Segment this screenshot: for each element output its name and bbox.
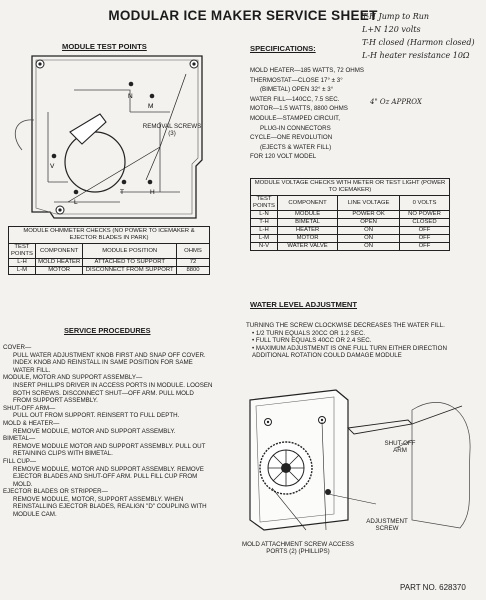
- table-row: [9, 259, 210, 267]
- voltage-table-caption: MODULE VOLTAGE CHECKS WITH METER OR TEST LIGHT (POWER TO ICEMAKER): [250, 178, 450, 195]
- adjustment-screw-label: ADJUSTMENT SCREW: [366, 518, 408, 533]
- procedure-body: REMOVE MODULE MOTOR AND SUPPORT ASSEMBLY. PULL OUT RETAINING CLIPS WITH BIMETAL.: [13, 442, 206, 458]
- table-cell: L-M: [9, 267, 36, 275]
- page-title: MODULAR ICE MAKER SERVICE SHEET: [108, 8, 378, 23]
- label-v: V: [50, 163, 55, 170]
- shut-off-arm-label: SHUT-OFF ARM: [384, 440, 416, 455]
- service-procedures-list: [3, 344, 213, 519]
- procedure-item: [3, 374, 213, 404]
- test-point-l-icon: [74, 190, 79, 195]
- table-cell: ON: [338, 227, 400, 235]
- bullet-text: MAXIMUM ADJUSTMENT IS ONE FULL TURN EITHER DIRECTION ADDITIONAL ROTATION COULD DAMAGE MODULE: [252, 344, 447, 360]
- screw-icon: [190, 60, 198, 68]
- spec-line: PLUG-IN CONNECTORS: [260, 124, 331, 132]
- spec-line: MOTOR—1.5 WATTS, 8800 OHMS: [250, 105, 348, 113]
- spec-line: THERMOSTAT—CLOSE 17° ± 3°: [250, 76, 343, 84]
- removal-screws-label: REMOVAL SCREWS (3): [142, 123, 202, 138]
- test-point-n-icon: [129, 82, 134, 87]
- spec-line: (EJECTS & WATER FILL): [260, 143, 332, 151]
- procedure-body: REMOVE MODULE, MOTOR AND SUPPORT ASSEMBLY.: [13, 427, 176, 435]
- table-cell: MOTOR: [35, 267, 83, 275]
- table-cell: N-V: [251, 243, 278, 251]
- table-row: [251, 235, 450, 243]
- bullet-item: • FULL TURN EQUALS 40CC OR 2.4 SEC.: [252, 337, 372, 345]
- procedure-title: BIMETAL—: [3, 435, 36, 443]
- ohmmeter-table: [8, 243, 210, 275]
- procedure-title: MODULE, MOTOR AND SUPPORT ASSEMBLY—: [3, 374, 143, 382]
- table-cell: DISCONNECT FROM SUPPORT: [83, 267, 177, 275]
- table-row: [251, 211, 450, 219]
- table-cell: MODULE: [278, 211, 338, 219]
- procedure-item: [3, 344, 213, 374]
- column-header: TEST POINTS: [9, 244, 36, 259]
- procedure-body: PULL OUT FROM SUPPORT. REINSERT TO FULL DEPTH.: [13, 412, 180, 420]
- table-cell: OPEN: [338, 219, 400, 227]
- table-cell: T-H: [251, 219, 278, 227]
- column-header: OHMS: [177, 244, 210, 259]
- procedure-item: [3, 458, 213, 488]
- table-cell: L-N: [251, 211, 278, 219]
- procedure-title: COVER—: [3, 344, 32, 351]
- bullet-item: • 1/2 TURN EQUALS 20CC OR 1.2 SEC.: [252, 329, 366, 337]
- table-header-row: [251, 196, 450, 211]
- service-procedures-heading: SERVICE PROCEDURES: [64, 326, 151, 335]
- handwritten-note: T-H closed (Harmon closed): [362, 38, 475, 47]
- table-cell: OFF: [399, 227, 449, 235]
- table-row: [9, 267, 210, 275]
- label-n: N: [128, 93, 133, 100]
- table-cell: 72: [177, 259, 210, 267]
- column-header: COMPONENT: [35, 244, 83, 259]
- handwritten-notes: [362, 10, 486, 62]
- table-cell: POWER OK: [338, 211, 400, 219]
- ice-maker-assembly-diagram: [236, 380, 486, 560]
- column-header: TEST POINTS: [251, 196, 278, 211]
- screw-icon: [36, 60, 44, 68]
- table-cell: MOLD HEATER: [35, 259, 83, 267]
- table-cell: L-H: [251, 227, 278, 235]
- table-cell: CLOSED: [399, 219, 449, 227]
- handwritten-margin-note: 4" Oz APPROX: [370, 98, 422, 106]
- procedure-title: FILL CUP—: [3, 457, 37, 465]
- handwritten-note: T-H Jump to Run: [362, 12, 430, 21]
- table-cell: L-M: [251, 235, 278, 243]
- column-header: 0 VOLTS: [399, 196, 449, 211]
- voltage-table: [250, 195, 450, 251]
- test-point-m-icon: [150, 94, 155, 99]
- screw-icon: [265, 419, 272, 426]
- procedure-item: [3, 420, 213, 435]
- table-row: [251, 227, 450, 235]
- test-point-h-icon: [148, 180, 153, 185]
- label-m: M: [148, 103, 154, 110]
- test-point-t-icon: [122, 180, 127, 185]
- part-number: PART NO. 628370: [400, 583, 466, 592]
- procedure-body: PULL WATER ADJUSTMENT KNOB FIRST AND SNAP OFF COVER. INDEX KNOB AND REINSTALL IN SAME POSITION FOR SAME WATER FILL.: [13, 351, 206, 374]
- specifications-heading: SPECIFICATIONS:: [250, 44, 316, 53]
- table-row: [251, 219, 450, 227]
- handwritten-note: L-H heater resistance 10Ω: [362, 51, 470, 60]
- water-level-text: [246, 322, 456, 360]
- gear-icon: [260, 442, 312, 494]
- procedure-item: [3, 488, 213, 518]
- procedure-title: SHUT-OFF ARM—: [3, 404, 56, 412]
- screw-icon: [56, 206, 64, 214]
- ohmmeter-table-caption: MODULE OHMMETER CHECKS (NO POWER TO ICEMAKER & EJECTOR BLADES IN PARK): [8, 226, 210, 243]
- table-cell: MOTOR: [278, 235, 338, 243]
- table-cell: WATER VALVE: [278, 243, 338, 251]
- spec-line: WATER FILL—140CC, 7.5 SEC.: [250, 95, 340, 103]
- procedure-item: [3, 405, 213, 420]
- spec-line: MODULE—STAMPED CIRCUIT,: [250, 114, 340, 122]
- bullet-text: 1/2 TURN EQUALS 20CC OR 1.2 SEC.: [255, 329, 366, 337]
- table-cell: HEATER: [278, 227, 338, 235]
- spec-line: FOR 120 VOLT MODEL: [250, 153, 317, 161]
- table-cell: 8800: [177, 267, 210, 275]
- spec-line: CYCLE—ONE REVOLUTION: [250, 134, 333, 142]
- procedure-body: INSERT PHILLIPS DRIVER IN ACCESS PORTS IN MODULE. LOOSEN BOTH SCREWS. DISCONNECT SHUT—OFF ARM. PULL MOLD FROM SUPPORT ASSEMBLY.: [13, 381, 213, 405]
- procedure-item: [3, 435, 213, 458]
- procedure-title: EJECTOR BLADES OR STRIPPER—: [3, 488, 108, 496]
- module-test-points-heading: MODULE TEST POINTS: [62, 42, 147, 51]
- column-header: MODULE POSITION: [83, 244, 177, 259]
- label-l: L: [74, 199, 78, 206]
- label-t: T: [120, 189, 124, 196]
- table-cell: BIMETAL: [278, 219, 338, 227]
- table-cell: L-H: [9, 259, 36, 267]
- mold-attachment-label: MOLD ATTACHMENT SCREW ACCESS PORTS (2) (PHILLIPS): [241, 541, 355, 556]
- voltage-table-block: [250, 178, 450, 251]
- ohmmeter-table-block: [8, 226, 210, 275]
- table-cell: OFF: [399, 235, 449, 243]
- procedure-body: REMOVE MODULE, MOTOR, SUPPORT ASSEMBLY. WHEN REINSTALLING EJECTOR BLADES, REALIGN "D" COUPLING WITH MODULE CAM.: [13, 495, 207, 519]
- test-point-v-icon: [52, 154, 57, 159]
- water-level-heading: WATER LEVEL ADJUSTMENT: [250, 300, 358, 309]
- table-cell: ATTACHED TO SUPPORT: [83, 259, 177, 267]
- procedure-body: REMOVE MODULE, MOTOR AND SUPPORT ASSEMBLY. REMOVE EJECTOR BLADES AND SHUT-OFF ARM. PULL FILL CUP FROM MOLD.: [13, 465, 204, 488]
- table-cell: ON: [338, 243, 400, 251]
- column-header: LINE VOLTAGE: [338, 196, 400, 211]
- procedure-title: MOLD & HEATER—: [3, 419, 60, 427]
- bullet-text: FULL TURN EQUALS 40CC OR 2.4 SEC.: [255, 337, 372, 345]
- bullet-item: • MAXIMUM ADJUSTMENT IS ONE FULL TURN EITHER DIRECTION ADDITIONAL ROTATION COULD DAMAGE MODULE: [252, 344, 447, 360]
- spec-line: MOLD HEATER—185 WATTS, 72 OHMS: [250, 67, 365, 74]
- column-header: COMPONENT: [278, 196, 338, 211]
- table-cell: NO POWER: [399, 211, 449, 219]
- table-header-row: [9, 244, 210, 259]
- spec-line: (BIMETAL) OPEN 32° ± 3°: [260, 86, 334, 94]
- water-level-bullets: [246, 330, 456, 360]
- table-cell: OFF: [399, 243, 449, 251]
- table-row: [251, 243, 450, 251]
- label-h: H: [150, 189, 155, 196]
- handwritten-note: L+N 120 volts: [362, 25, 421, 34]
- water-level-intro: TURNING THE SCREW CLOCKWISE DECREASES THE WATER FILL.: [246, 322, 445, 329]
- table-cell: ON: [338, 235, 400, 243]
- specifications-list: [250, 66, 420, 162]
- module-diagram: [10, 52, 210, 224]
